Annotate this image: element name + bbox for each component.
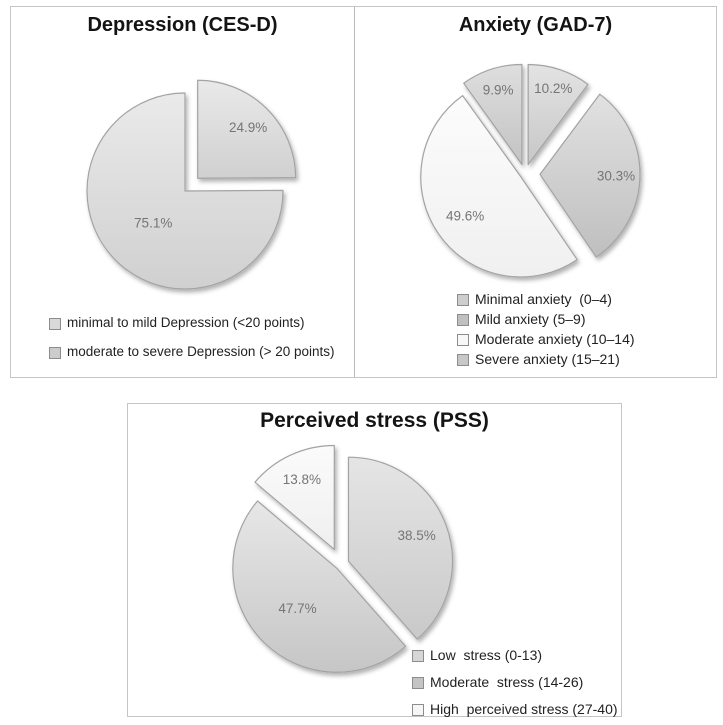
slice-percent-label: 47.7% [278,600,317,616]
slice-percent-label: 75.1% [134,215,173,231]
legend-item [457,291,635,307]
slice-percent-label: 24.9% [228,120,268,135]
legend-item [412,701,618,717]
slice-percent-label: 10.2% [534,81,573,97]
legend-item [412,674,618,690]
legend-item [457,331,635,347]
legend-label: High perceived stress (27-40) [430,701,618,717]
legend-swatch-icon [412,650,424,662]
legend-swatch-icon [412,677,424,689]
top-charts-container [10,6,717,378]
depression-chart-title: Depression (CES-D) [87,14,278,36]
slice-percent-label: 49.6% [445,208,485,224]
legend-swatch-icon [49,318,61,330]
legend-item [457,351,635,367]
legend-swatch-icon [457,334,469,346]
anxiety-chart-title: Anxiety (GAD-7) [458,14,613,36]
legend-item [457,311,635,327]
legend-label: Moderate stress (14-26) [430,674,584,690]
legend-swatch-icon [457,294,469,306]
legend-label: Severe anxiety (15–21) [475,351,620,367]
legend-label: Mild anxiety (5–9) [475,311,586,327]
legend-label: moderate to severe Depression (> 20 points) [67,344,335,359]
anxiety-legend [457,291,635,367]
legend-swatch-icon [457,354,469,366]
slice-percent-label: 13.8% [282,472,322,488]
depression-legend [49,315,335,359]
stress-chart-title: Perceived stress (PSS) [260,409,489,432]
legend-item [412,647,618,663]
legend-item [49,344,335,359]
slice-percent-label: 38.5% [397,527,436,543]
slice-percent-label: 30.3% [596,168,636,184]
legend-label: Moderate anxiety (10–14) [475,331,635,347]
legend-swatch-icon [49,347,61,359]
stress-chart-panel [127,403,622,717]
stress-legend [412,647,618,717]
legend-swatch-icon [457,314,469,326]
legend-label: minimal to mild Depression (<20 points) [67,315,305,330]
depression-chart-panel [11,7,355,377]
legend-swatch-icon [412,704,424,716]
legend-item [49,315,335,330]
legend-label: Minimal anxiety (0–4) [475,291,612,307]
anxiety-chart-panel [355,7,716,377]
slice-percent-label: 9.9% [482,82,514,98]
legend-label: Low stress (0-13) [430,647,543,663]
